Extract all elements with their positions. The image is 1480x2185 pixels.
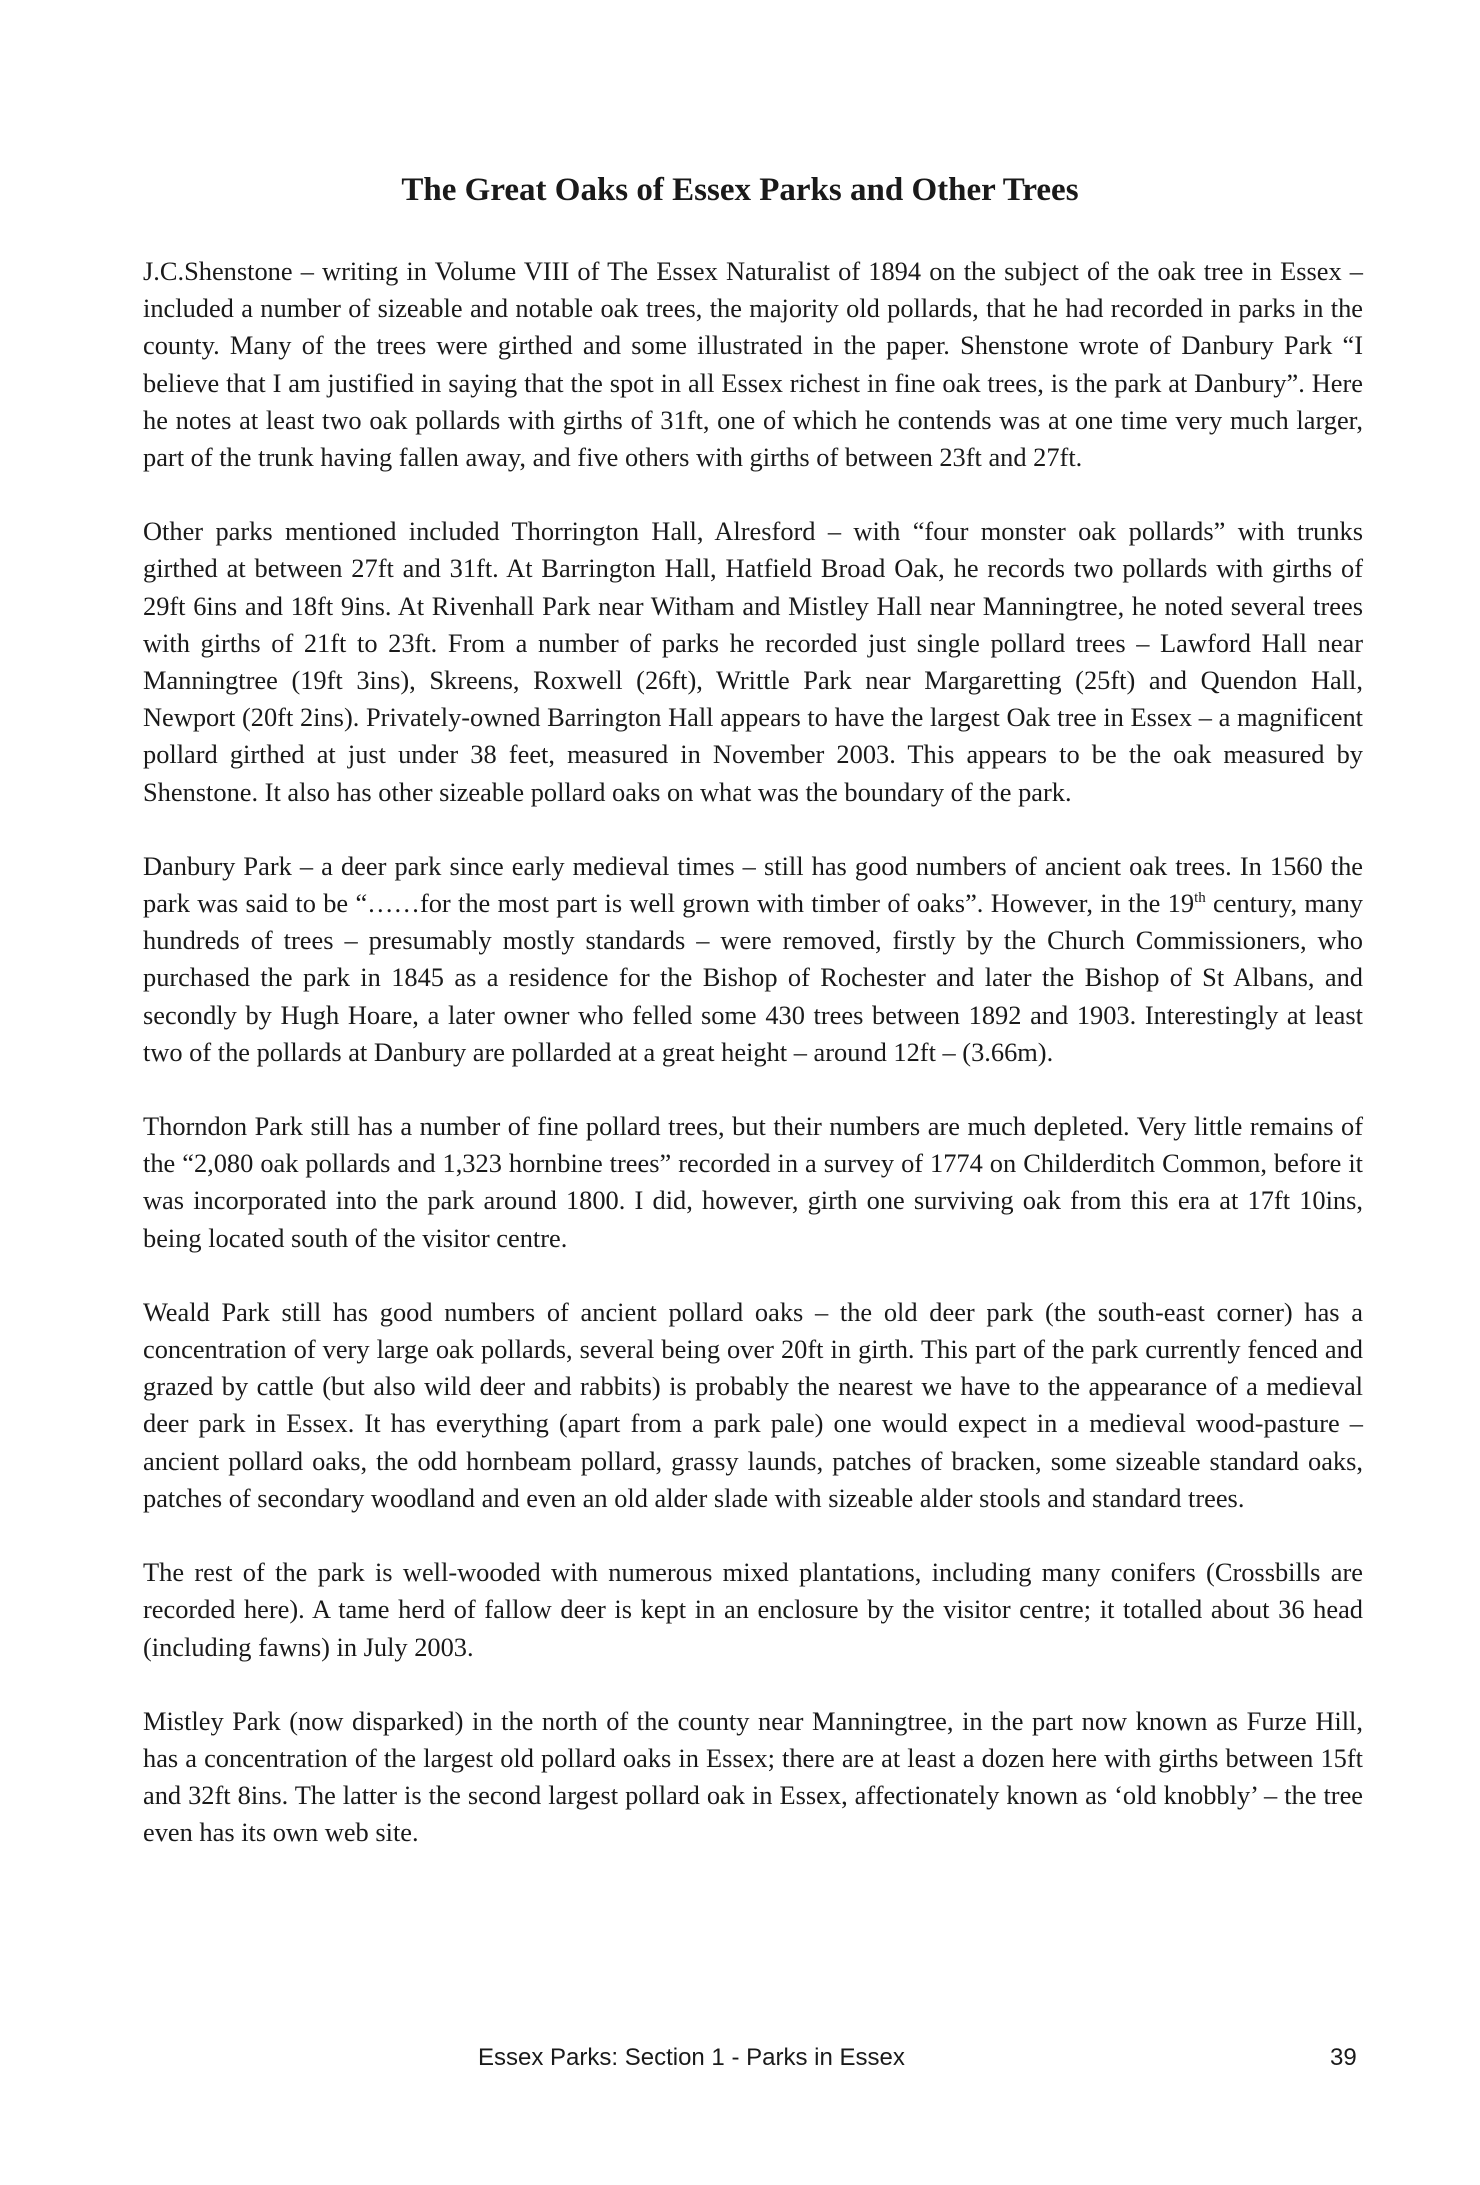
paragraph-mistley-park: Mistley Park (now disparked) in the north of the county near Manningtree, in the part now known as Furze Hill, has a concentration of the largest old pollard oaks in Essex; there are at least a dozen here with girths between 15ft and 32ft 8ins. The latter is the second largest pollard oak in Essex, affectionately known as ‘old knobbly’ – the tree even has its own web site. bbox=[143, 1705, 1363, 1848]
footer-running-title: Essex Parks: Section 1 - Parks in Essex bbox=[478, 2044, 905, 2071]
paragraph-shenstone: J.C.Shenstone – writing in Volume VIII of The Essex Naturalist of 1894 on the subject of the oak tree in Essex – included a number of sizeable and notable oak trees, the majority old pollards, that he had recorded in parks in the county. Many of the trees were girthed and some illustrated in the paper. Shenstone wrote of Danbury Park “I believe that I am justified in saying that the spot in all Essex richest in fine oak trees, is the park at Danbury”. Here he notes at least two oak pollards with girths of 31ft, one of which he contends was at one time very much larger, part of the trunk having fallen away, and five others with girths of between 23ft and 27ft. bbox=[143, 256, 1363, 473]
paragraph-weald-park: Weald Park still has good numbers of ancient pollard oaks – the old deer park (the south-east corner) has a concentration of very large oak pollards, several being over 20ft in girth. This part of the park currently fenced and grazed by cattle (but also wild deer and rabbits) is probably the nearest we have to the appearance of a medieval deer park in Essex. It has everything (apart from a park pale) one would expect in a medieval wood-pasture – ancient pollard oaks, the odd hornbeam pollard, grassy launds, patches of bracken, some sizeable standard oaks, patches of secondary woodland and even an old alder slade with sizeable alder stools and standard trees. bbox=[143, 1296, 1363, 1513]
danbury-text-before: Danbury Park – a deer park since early medieval times – still has good numbers of ancient oak trees. In 1560 the park was said to be “……for the most part is well grown with timber of oaks”. However, in the 19 bbox=[143, 850, 1363, 919]
page-number: 39 bbox=[1330, 2044, 1357, 2071]
paragraph-danbury-park bbox=[143, 848, 1363, 1071]
paragraph-thorndon-park: Thorndon Park still has a number of fine pollard trees, but their numbers are much depleted. Very little remains of the “2,080 oak pollards and 1,323 hornbine trees” recorded in a survey of 1774 on Childerditch Common, before it was incorporated into the park around 1800. I did, however, girth one surviving oak from this era at 17ft 10ins, being located south of the visitor centre. bbox=[143, 1111, 1363, 1253]
paragraph-rest-of-park: The rest of the park is well-wooded with numerous mixed plantations, including many conifers (Crossbills are recorded here). A tame herd of fallow deer is kept in an enclosure by the visitor centre; it totalled about 36 head (including fawns) in July 2003. bbox=[143, 1557, 1363, 1662]
paragraph-other-parks: Other parks mentioned included Thorrington Hall, Alresford – with “four monster oak pollards” with trunks girthed at between 27ft and 31ft. At Barrington Hall, Hatfield Broad Oak, he records two pollards with girths of 29ft 6ins and 18ft 9ins. At Rivenhall Park near Witham and Mistley Hall near Manningtree, he noted several trees with girths of 21ft to 23ft. From a number of parks he recorded just single pollard trees – Lawford Hall near Manningtree (19ft 3ins), Skreens, Roxwell (26ft), Writtle Park near Margaretting (25ft) and Quendon Hall, Newport (20ft 2ins). Privately-owned Barrington Hall appears to have the largest Oak tree in Essex – a magnificent pollard girthed at just under 38 feet, measured in November 2003. This appears to be the oak measured by Shenstone. It also has other sizeable pollard oaks on what was the boundary of the park. bbox=[143, 516, 1363, 807]
danbury-text-after: century, many hundreds of trees – presumably mostly standards – were removed, firstly by the Church Commissioners, who purchased the park in 1845 as a residence for the Bishop of Rochester and later the Bishop of St Albans, and secondly by Hugh Hoare, a later owner who felled some 430 trees between 1892 and 1903. Interestingly at least two of the pollards at Danbury are pollarded at a great height – around 12ft – (3.66m). bbox=[143, 888, 1364, 1067]
body-text bbox=[143, 253, 1363, 1889]
page-title: The Great Oaks of Essex Parks and Other Trees bbox=[401, 172, 1079, 208]
ordinal-superscript: th bbox=[1194, 890, 1206, 907]
